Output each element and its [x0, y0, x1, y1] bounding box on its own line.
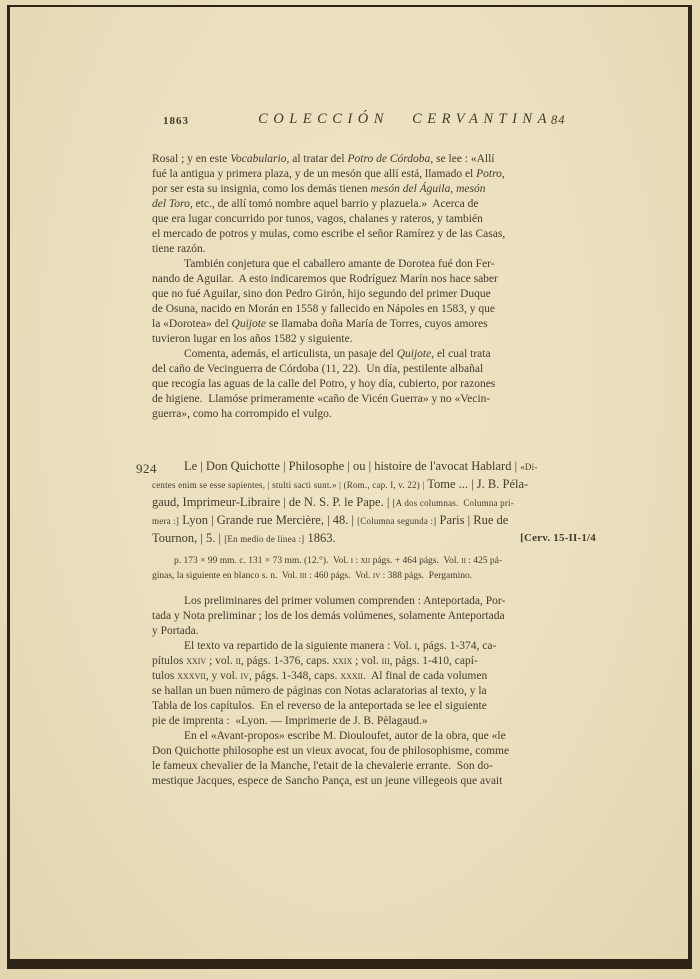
catalog-entry-924 — [136, 458, 596, 548]
collation-note: p. 173 × 99 mm. c. 131 × 73 mm. (12.°). Vol. i : xii págs. + 464 págs. Vol. ii : 425 pá- ginas, la siguiente en blanco s. n. Vol. iii : 460 págs. Vol. iv : 388 págs. Pergamino. — [152, 556, 503, 581]
paragraph-rosal: Rosal ; y en este Vocabulario, al tratar del Potro de Córdoba, se lee : «Allí fué la antigua y primera plaza, y de un mesón que allí está, llamado el Potro, por ser esta su insignia, como los demás tienen mesón del Águila, mesón del Toro, etc., de allí tomó nombre aquel barrio y plazuela.» Acerca de que era lugar concurrido por tunos, vagos, chalanes y rateros, y también el mercado de potros y mulas, como escribe el señor Ramírez y de las Casas, tiene razón. — [152, 153, 506, 255]
text-column — [136, 152, 596, 789]
page-title: COLECCIÓN CERVANTINA — [258, 111, 552, 127]
shelfmark: [Cerv. 15-II-1/4 — [520, 532, 596, 544]
note-preliminares: Los preliminares del primer volumen comprenden : Anteportada, Por- tada y Nota preliminar ; los de los demás volúmenes, solamente Anteportada y Portada. — [152, 595, 506, 637]
entry-transcription: Le | Don Quichotte | Philosophe | ou | histoire de l'avocat Hablard | «Di- centes enim se esse sapientes, | stulti sacti sunt.» | (Rom., cap. I, v. 22) | Tome ... | J. B. Péla- gaud, Imprimeur-Libraire | de N. S. P. le Pape. | [A dos columnas. Columna pri- mera :] Lyon | Grande rue Mercière, | 48. | [Columna segunda :] Paris | Rue de Tournon, | 5. | [En medio de línea :] 1863. — [152, 459, 538, 545]
paragraph-dorotea: También conjetura que el caballero amante de Dorotea fué don Fer- nando de Aguilar. A esto indicaremos que Rodríguez Marín nos hace saber que no fué Aguilar, sino don Pedro Girón, hijo segundo del primer Duque de Osuna, nacido en Morán en 1558 y fallecido en Nápoles en 1583, y que la «Dorotea» del Quijote se llamaba doña María de Torres, cuyos amores tuvieron lugar en los años 1582 y siguiente. — [152, 258, 498, 345]
entry-number: 924 — [136, 461, 157, 476]
page-number: 84 — [551, 113, 566, 127]
note-avant-propos: En el «Avant-propos» escribe M. Diouloufet, autor de la obra, que «le Don Quichotte philosophe est un vieux avocat, fou de philosophisme, comme le fameux chevalier de la Manche, l'etait de la chevalerie errante. Son do- mestique Jacques, espece de Sancho Pança, est un jeune villegeois que avait — [152, 730, 510, 787]
paragraph-cano: Comenta, además, el articulista, un pasaje del Quijote, el cual trata del caño de Vecinguerra de Córdoba (11, 22). Un día, pestilente albañal que recogía las aguas de la calle del Potro, y hoy día, cubierto, por razones de higiene. Llamóse primeramente «caño de Vicén Guerra» y no «Vecin- guerra», como ha corrompido el vulgo. — [152, 348, 496, 420]
publication-year: 1863 — [163, 115, 189, 127]
note-texto: El texto va repartido de la siguiente manera : Vol. i, págs. 1-374, ca- pítulos xxiv ; vol. ii, págs. 1-376, caps. xxix ; vol. iii, págs. 1-410, capí- tulos xxxvii, y vol. iv, págs. 1-348, caps. xxxii. Al final de cada volumen se hallan un buen número de páginas con Notas aclaratorias al texto, y la Tabla de los capítulos. En el reverso de la anteportada se lee el siguiente pie de imprenta : «Lyon. — Imprimerie de J. B. Pèlagaud.» — [152, 640, 497, 727]
entry-notes — [152, 594, 582, 789]
